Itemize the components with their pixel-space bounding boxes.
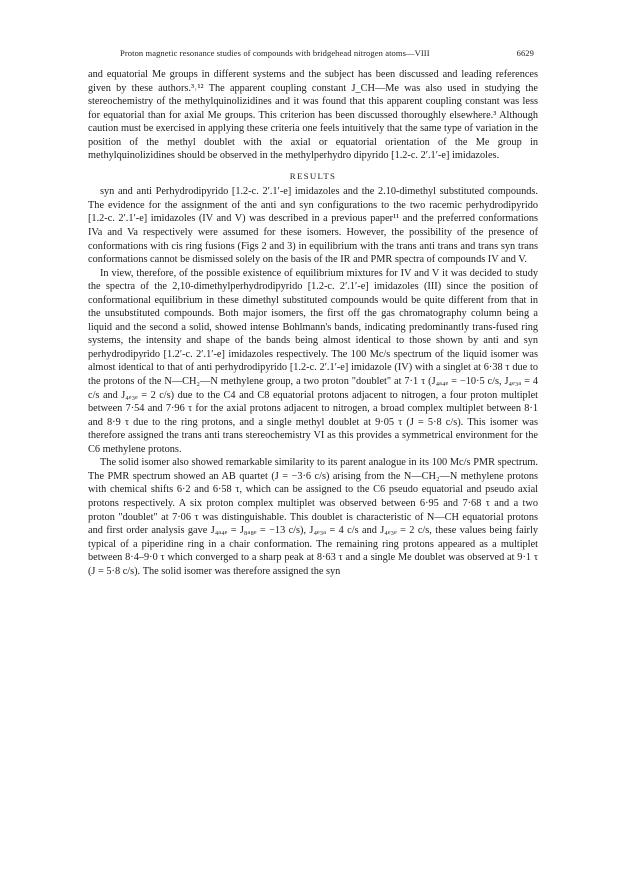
paragraph-intro: and equatorial Me groups in different systems and the subject has been discussed and leading references given by these authors.³˒¹² The apparent coupling constant J_CH—Me was also used in studying the stereochemistry of the methylquinolizidines and it was found that this apparent coupling constant was less for equatorial than for axial Me groups. This criterion has been discussed thoroughly elsewhere.³ Although caution must be exercised in applying these criteria one feels intuitively that the same type of variation in the position of the methyl doublet with the axial or equatorial orientation of the Me group in methylquinolizidines should be observed in the methylperhydro dipyrido [1.2-c. 2′.1′-e] imidazoles.: [88, 69, 538, 162]
paragraph-isomers-intro: syn and anti Perhydrodipyrido [1.2-c. 2′.1′-e] imidazoles and the 2.10-dimethyl substituted compounds. The evidence for the assignment of the anti and syn configurations to the two racemic perhydrodipyrido [1.2-c. 2′.1′-e] imidazoles (IV and V) was described in a previous paper¹¹ and the preferred conformations IVa and Va respectively were assumed for these isomers. However, the possibility of the presence of conformations with cis ring fusions (Figs 2 and 3) in equilibrium with the trans anti trans and trans syn trans conformations cannot be dismissed solely on the basis of the IR and PMR spectra of compounds IV and V.: [88, 186, 538, 266]
paragraph-dimethyl-spectra: In view, therefore, of the possible existence of equilibrium mixtures for IV and V it was decided to study the spectra of the 2,10-dimethylperhydrodipyrido [1.2-c. 2′.1′-e] imidazoles (III) since the position of conformational equilibrium in these dimethyl substituted compounds would be quite different from that in the unsubstituted compounds. Both major isomers, the first off the gas chromatography column being a liquid and the second a solid, showed intense Bohlmann's bands, indicating predominantly trans-fused ring systems, the intensity and shape of the bands being almost identical to those shown by anti and syn perhydrodipyrido [1.2′-c. 2′.1′-e] imidazoles respectively. The 100 Mc/s spectrum of the liquid isomer was almost identical to that of anti perhydrodipyrido [1.2-c. 2′.1′-e] imidazole (IV) with a singlet at 6·38 τ due to the protons of the N—CH₂—N methylene group, a two proton "doublet" at 7·1 τ (J₄ₐ₄ₑ = −10·5 c/s, J₄ₑ₃ₐ = 4 c/s and J₄ₑ₃ₑ = 2 c/s) due to the C4 and C8 equatorial protons adjacent to nitrogen, a four proton multiplet between 7·54 and 7·96 τ for the axial protons adjacent to nitrogen, a broad complex multiplet between 8·1 and 8·9 τ due to the ring protons, and a single methyl doublet at 9·05 τ (J = 5·8 c/s). This isomer was therefore assigned the trans anti trans stereochemistry VI as this provides a symmetrical environment for the C6 methylene protons.: [88, 267, 538, 455]
running-title: Proton magnetic resonance studies of compounds with bridgehead nitrogen atoms—VIII: [120, 48, 430, 58]
section-heading-results: RESULTS: [289, 170, 337, 181]
article-body: [88, 68, 538, 578]
running-header: [120, 48, 534, 58]
paragraph-solid-isomer: The solid isomer also showed remarkable similarity to its parent analogue in its 100 Mc/s PMR spectrum. The PMR spectrum showed an AB quartet (J = −3·6 c/s) arising from the N—CH₂—N methylene protons with chemical shifts 6·2 and 6·58 τ, which can be assigned to the C6 pseudo equatorial and pseudo axial protons respectively. A six proton complex multiplet was observed between 6·95 and 7·68 τ and a two proton "doublet" at 7·06 τ was distinguishable. This doublet is characteristic of N—CH equatorial protons and first order analysis gave J₄ₐ₄ₑ = J₈ₐ₈ₑ = −13 c/s), J₄ₑ₃ₐ = 4 c/s and J₄ₑ₃ₑ = 2 c/s, these values being fairly typical of a piperidine ring in a chair conformation. The remaining ring protons appeared as a multiplet between 8·4–9·0 τ which converged to a sharp peak at 8·63 τ and a single Me doublet was observed at 9·1 τ (J = 5·8 c/s). The solid isomer was therefore assigned the syn: [88, 457, 538, 577]
page-number: 6629: [516, 48, 534, 58]
